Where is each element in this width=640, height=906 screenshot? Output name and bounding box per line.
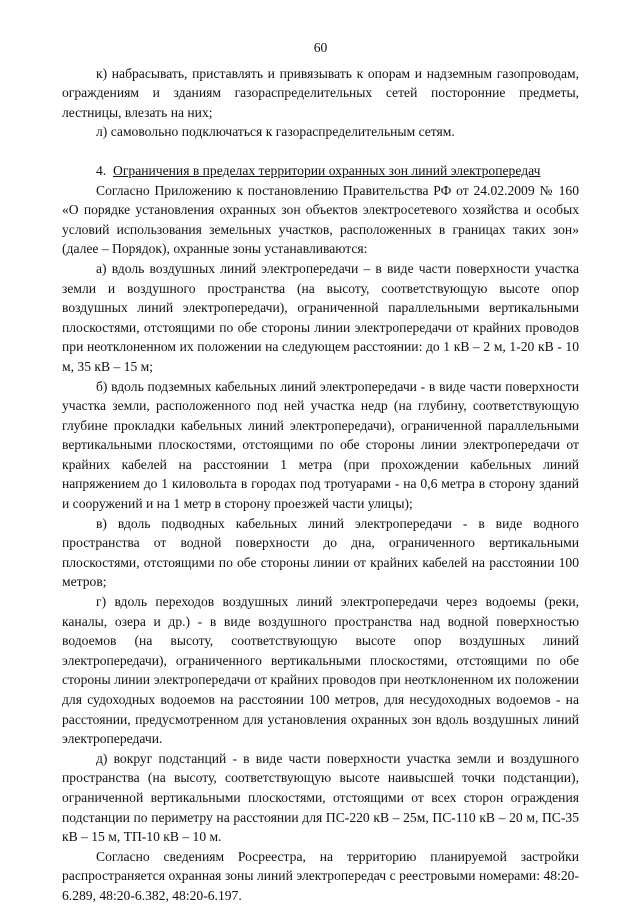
page-number: 60 <box>313 40 328 55</box>
section-heading <box>62 161 579 181</box>
paragraph-intro: Согласно Приложению к постановлению Правительства РФ от 24.02.2009 № 160 «О порядке установления охранных зон объектов электросетевого хозяйства и особых условий использования земельных участков, расположенных в границах таких зон» (далее – Порядок), охранные зоны устанавливаются: <box>62 182 579 257</box>
paragraph-d: д) вокруг подстанций - в виде части поверхности участка земли и воздушного пространства (на высоту, соответствующую высоте наивысшей точки подстанции), ограниченной вертикальными плоскостями, отстоящими от всех сторон ограждения подстанции по периметру на расстоянии для ПС-220 кВ – 25м, ПС-110 кВ – 20 м, ПС-35 кВ – 15 м, ТП-10 кВ – 10 м. <box>62 750 579 845</box>
list-item-l: л) самовольно подключаться к газораспределительным сетям. <box>96 124 455 140</box>
list-item-k: к) набрасывать, приставлять и привязывать к опорам и надземным газопроводам, ограждениям и зданиям газораспределительных сетей посторонние предметы, лестницы, влезать на них; <box>62 65 579 120</box>
paragraph-g: г) вдоль переходов воздушных линий электропередачи через водоемы (реки, каналы, озера и др.) - в виде воздушного пространства над водной поверхностью водоемов (на высоту, соответствующую высоте опор воздушных линий электропередачи), ограниченного вертикальными плоскостями, отстоящими по обе стороны линии электропередачи от крайних проводов при неотклоненном их положении для судоходных водоемов на расстоянии 100 метров, для несудоходных водоемов - на расстоянии, предусмотренном для установления охранных зон вдоль воздушных линий электропередачи. <box>62 594 579 747</box>
paragraph-b: б) вдоль подземных кабельных линий электропередачи - в виде части поверхности участка земли, расположенного под ней участка недр (на глубину, соответствующую глубине прокладки кабельных линий электропередачи), ограниченной параллельными вертикальными плоскостями, отстоящими по обе стороны линии электропередачи от крайних кабелей на расстоянии 1 метра (при прохождении кабельных линий напряжением до 1 киловольта в городах под тротуарами - на 0,6 метра в сторону зданий и сооружений и на 1 метр в сторону проезжей части улицы); <box>62 378 579 512</box>
document-page <box>62 38 579 906</box>
paragraph-a: а) вдоль воздушных линий электропередачи – в виде части поверхности участка земли и воздушного пространства (на высоту, соответствующую высоте опор воздушных линий электропередачи), ограниченной параллельными вертикальными плоскостями, отстоящими по обе стороны линии электропередачи от крайних проводов при неотклоненном их положении на следующем расстоянии: до 1 кВ – 2 м, 1-20 кВ - 10 м, 35 кВ – 15 м; <box>62 260 579 374</box>
section-spacer <box>62 142 579 161</box>
section-title: Ограничения в пределах территории охранных зон линий электропередач <box>113 162 541 178</box>
section-number: 4. <box>96 162 107 178</box>
paragraph-rosreestr: Согласно сведениям Росреестра, на территорию планируемой застройки распространяется охранная зоны линий электропередач с реестровыми номерами: 48:20-6.289, 48:20-6.382, 48:20-6.197. <box>62 848 579 903</box>
paragraph-v: в) вдоль подводных кабельных линий электропередачи - в виде водного пространства от водной поверхности до дна, ограниченного вертикальными плоскостями, отстоящими по обе стороны линии от крайних кабелей на расстоянии 100 метров; <box>62 515 579 590</box>
